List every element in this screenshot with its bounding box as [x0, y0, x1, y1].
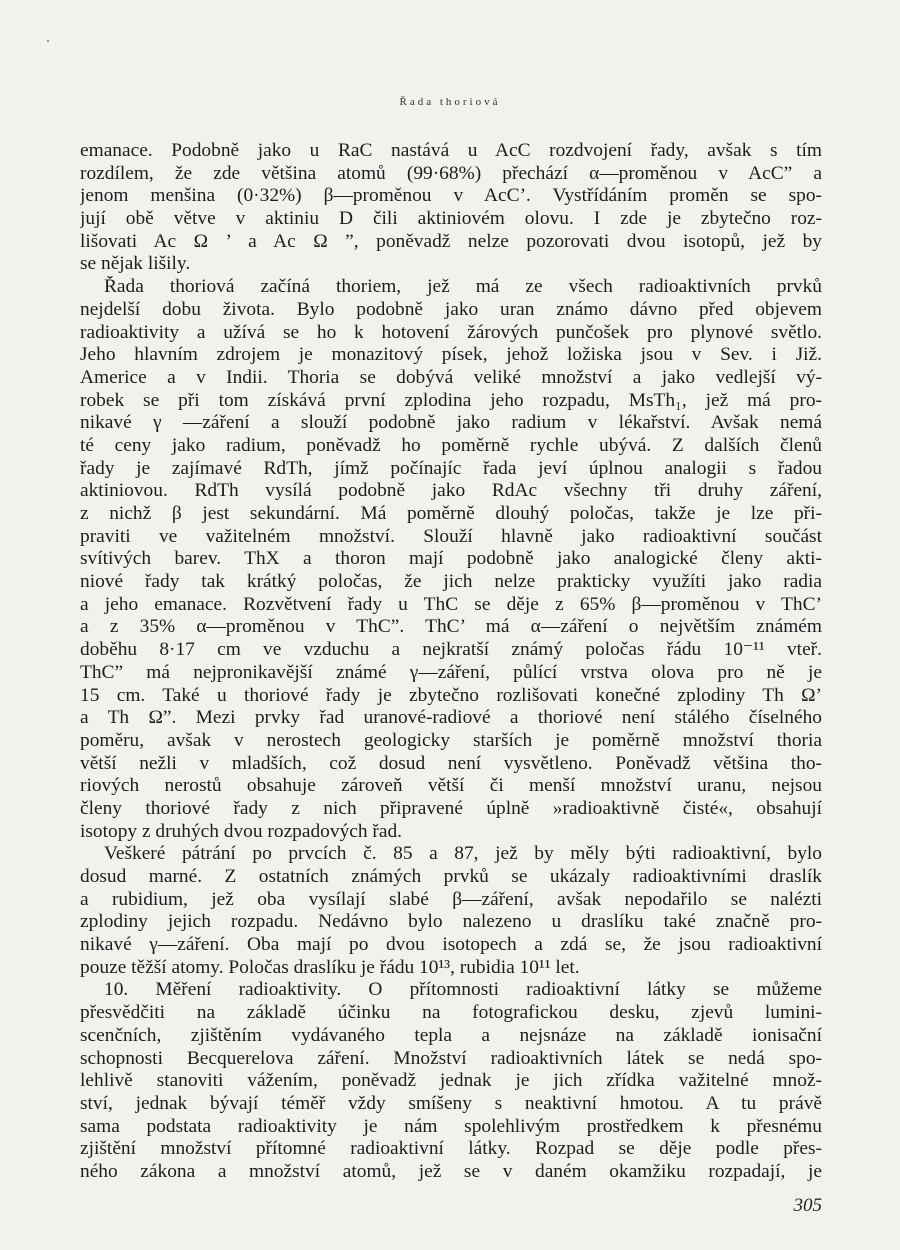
- text-line: sama podstata radioaktivity je nám spolehlivým prostředkem k přesnému: [80, 1115, 822, 1137]
- text-line: isotopy z druhých dvou rozpadových řad.: [80, 820, 403, 842]
- text-line: Americe a v Indii. Thoria se dobývá veliké množství a jako vedlejší vý-: [80, 366, 822, 388]
- text-line: aktiniovou. RdTh vysílá podobně jako RdAc všechny tři druhy záření,: [80, 480, 822, 502]
- text-line: rozdílem, že zde většina atomů (99·68%) přechází α—proměnou v AcC” a: [80, 162, 822, 184]
- text-line: ství, jednak bývají téměř vždy smíšeny s neaktivní hmotou. A tu právě: [80, 1092, 822, 1114]
- text-line: té ceny jako radium, poněvadž ho poměrně rychle ubývá. Z dalších členů: [80, 434, 822, 456]
- text-line: Veškeré pátrání po prvcích č. 85 a 87, jež by měly býti radioaktivní, bylo: [104, 843, 822, 865]
- text-line: přesvědčiti na základě účinku na fotografickou desku, zjevů lumini-: [80, 1002, 822, 1024]
- text-line: řady je zajímavé RdTh, jímž počínajíc řada jeví úplnou analogii s řadou: [80, 457, 822, 479]
- text-line: z nichž β jest sekundární. Má poměrně dlouhý poločas, takže je lze při-: [80, 503, 822, 524]
- text-line: nikavé γ—záření. Oba mají po dvou isotopech a zdá se, že jsou radioaktivní: [80, 934, 822, 956]
- text-line: a jeho emanace. Rozvětvení řady u ThC se děje z 65% β—proměnou v ThC’: [80, 593, 822, 615]
- text-line: zplodiny jejich rozpadu. Nedávno bylo nalezeno u draslíku také značně pro-: [80, 911, 822, 933]
- text-line: ThC” má nejpronikavější známé γ—záření, půlící vrstva olova pro ně je: [80, 661, 822, 683]
- text-line: dosud marné. Z ostatních známých prvků se ukázaly radioaktivními draslík: [80, 866, 822, 887]
- body-text: [80, 140, 822, 1184]
- text-line: doběhu 8·17 cm ve vzduchu a nejkratší známý poločas řádu 10⁻¹¹ vteř.: [80, 639, 822, 661]
- text-line: se nějak lišily.: [80, 253, 191, 275]
- text-line: Jeho hlavním zdrojem je monazitový písek, jehož ložiska jsou v Sev. i Již.: [80, 344, 822, 366]
- text-line: riových nerostů obsahuje zároveň větší či menší množství uranu, nejsou: [80, 775, 822, 797]
- text-line: jují obě větve v aktiniu D čili aktiniovém olovu. I zde je zbytečno roz-: [80, 208, 822, 230]
- text-line: členy thoriové řady z nich připravené úplně »radioaktivně čisté«, obsahují: [80, 797, 822, 819]
- text-line: robek se při tom získává první zplodina jeho rozpadu, MsTh₁, jež má pro-: [80, 389, 822, 411]
- page-number: 305: [793, 1195, 822, 1216]
- text-line: a Th Ω”. Mezi prvky řad uranové-radiové a thoriové není stálého číselného: [80, 707, 822, 729]
- text-line: ného zákona a množství atomů, jež se v daném okamžiku rozpadají, je: [80, 1160, 822, 1182]
- text-line: a z 35% α—proměnou v ThC”. ThC’ má α—záření o největším známém: [80, 616, 822, 638]
- text-line: nejdelší dobu života. Bylo podobně jako uran známo dávno před objevem: [80, 298, 822, 320]
- text-line: emanace. Podobně jako u RaC nastává u AcC rozdvojení řady, avšak s tím: [80, 140, 822, 161]
- text-line: jenom menšina (0·32%) β—proměnou v AcC’. Vystřídáním proměn se spo-: [80, 185, 822, 207]
- running-head: Řada thoriová: [399, 96, 501, 108]
- text-line: 15 cm. Také u thoriové řady je zbytečno rozlišovati konečné zplodiny Th Ω’: [80, 684, 822, 706]
- text-line: schopnosti Becquerelova záření. Množství radioaktivních látek se nedá spo-: [80, 1047, 822, 1069]
- text-line: poměru, avšak v nerostech geologicky starších je poměrně množství thoria: [80, 729, 822, 751]
- text-line: svítivých barev. ThX a thoron mají podobně jako analogické členy akti-: [80, 548, 822, 570]
- text-line: pouze těžší atomy. Poločas draslíku je řádu 10¹³, rubidia 10¹¹ let.: [80, 956, 580, 978]
- speck-mark: [47, 40, 49, 42]
- text-line: 10. Měření radioaktivity. O přítomnosti radioaktivní látky se můžeme: [104, 979, 822, 1001]
- text-line: větší nežli v mladších, což dosud není vysvětleno. Poněvadž většina tho-: [80, 752, 822, 774]
- text-line: radioaktivity a užívá se ho k hotovení žárových punčošek pro plynové světlo.: [80, 321, 822, 343]
- text-line: praviti ve važitelném množství. Slouží hlavně jako radioaktivní součást: [80, 525, 822, 547]
- text-line: niové řady tak krátký poločas, že jich nelze prakticky využíti jako radia: [80, 571, 822, 593]
- text-line: scenčních, zjištěním vydávaného tepla a nejsnáze na základě ionisační: [80, 1024, 822, 1046]
- text-line: zjištění množství přítomné radioaktivní látky. Rozpad se děje podle přes-: [80, 1138, 822, 1160]
- text-line: nikavé γ —záření a slouží podobně jako radium v lékařství. Avšak nemá: [80, 412, 822, 434]
- text-line: a rubidium, jež oba vysílají slabé β—záření, avšak nepodařilo se nalézti: [80, 888, 822, 910]
- text-line: Řada thoriová začíná thoriem, jež má ze všech radioaktivních prvků: [104, 276, 822, 298]
- text-line: lehlivě stanoviti vážením, poněvadž jednak je jich zřídka važitelné množ-: [80, 1070, 822, 1092]
- text-line: lišovati Ac Ω ’ a Ac Ω ”, poněvadž nelze pozorovati dvou isotopů, jež by: [80, 230, 822, 252]
